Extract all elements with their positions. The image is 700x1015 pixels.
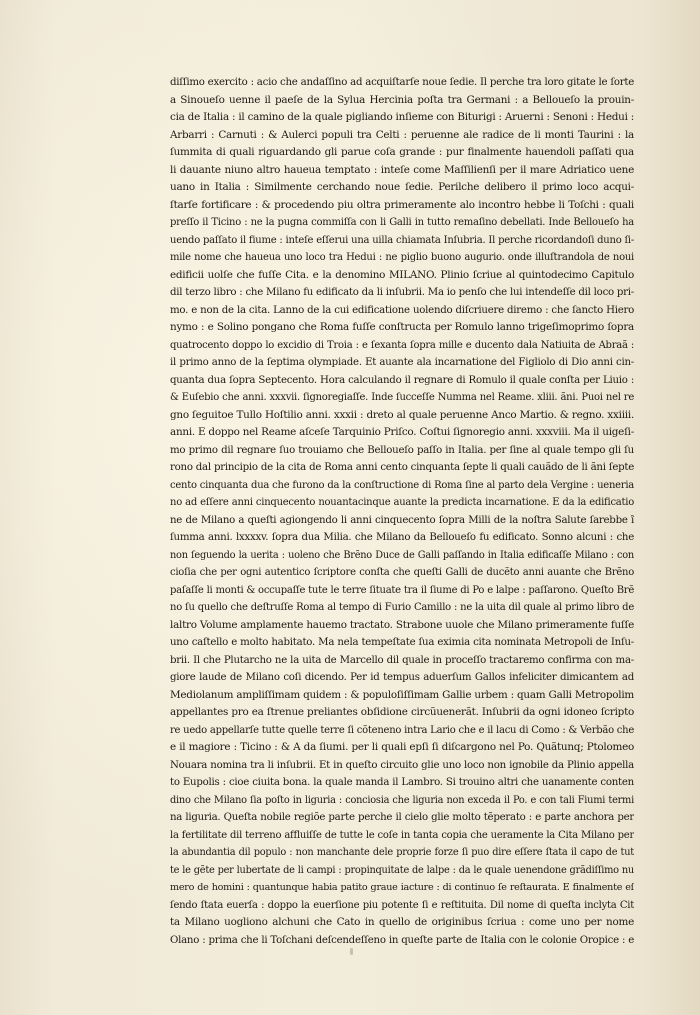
text-line: quatrocento doppo lo excidio di Troia : e ſexanta ſopra mille e ducento dala Natiuita de Abraã : — [170, 339, 634, 351]
text-line: brii. Il che Plutarcho ne la uita de Marcello dil quale in proceſſo tractaremo confirma con ma- — [170, 654, 634, 666]
text-line: quanta dua ſopra Septecento. Hora calculando il regnare di Romulo il quale conſta per Liuio : — [170, 374, 634, 386]
text-line: a Sinoueſo uenne il paeſe de la Sylua Hercinia poſta tra Germani : a Belloueſo la prouin- — [170, 93, 634, 106]
text-line: anni. E doppo nel Reame aſceſe Tarquinio Priſco. Coſtui ſignoregio anni. xxxviii. Ma il uigeſi- — [170, 426, 634, 438]
text-line: appellantes pro ea ſtrenue preliantes obſidione circũuenerãt. Inſubrii da ogni idoneo ſcripto — [170, 706, 634, 718]
text-line: ſtarſe fortificare : & procedendo piu oltra primeramente alo incontro hebbe li Toſchi : quali — [170, 198, 634, 211]
text-line: Olano : prima che li Toſchani deſcendeſſeno in queſte parte de Italia con le colonie Oropice : e — [170, 934, 634, 946]
text-line: li dauante niuno altro haueua temptato : inteſe come Maſſilienſi per il mare Adriatico uene — [170, 163, 634, 176]
text-line: no ſu quello che deſtruſſe Roma al tempo di Furio Camillo : ne la uita dil quale al primo libro de — [170, 602, 634, 613]
text-line: ta Milano uogliono alchuni che Cato in quello de originibus ſcriua : come uno per nome — [170, 916, 634, 928]
text-line: gno ſeguitoe Tullo Hoſtilio anni. xxxii : dreto al quale peruenne Anco Martio. & regno. xxiiii. — [170, 408, 634, 421]
text-line: mero de homini : quantunque habia patito graue iacture : di continuo ſe reſtaurata. E finalmente eſ — [170, 882, 634, 893]
text-line: to Eupolis : cioe ciuita bona. la quale manda il Lambro. Si trouino altri che uanamente conten — [170, 777, 634, 788]
text-line: uano in Italia : Similmente cerchando noue ſedie. Perilche delibero il primo loco acqui- — [170, 181, 634, 193]
text-line: no ad eſſere anni cinquecento nouantacinque auante la predicta incarnatione. E da la edificatio — [170, 497, 634, 508]
text-line: te le gẽte per lubertate de li campi : propinquitate de lalpe : da le quale uenendone grãdiſſimo nu — [170, 864, 634, 876]
text-line: re uedo appellarſe tutte quelle terre ſi cõteneno intra Lario che e il lacu di Como : & Verbão che — [170, 724, 634, 736]
text-line: preſſo il Ticino : ne la pugna commiſſa con li Galli in tutto remaſino debellati. Inde Belloueſo ha — [170, 217, 634, 228]
text-line: e il magiore : Ticino : & A da ſiumi. per li quali epſi ſi diſcargono nel Po. Quãtunq; Ptolomeo — [170, 741, 634, 753]
text-column — [170, 74, 634, 949]
text-line: & Euſebio che anni. xxxvii. ſignoregiaſſe. Inde ſucceſſe Numma nel Reame. xliii. ãni. Puoi nel re — [170, 392, 634, 403]
text-line: paſaſſe li monti & occupaſſe tute le terre ſituate tra il ſiume di Po e lalpe : paſſarono. Queſto Brẽ — [170, 584, 634, 596]
text-line: il primo anno de la ſeptima olympiade. Et auante ala incarnatione del Figliolo di Dio anni cin- — [170, 357, 634, 368]
text-line: Mediolanum ampliſſimam quidem : & populoſiſſimam Gallie urbem : quam Galli Metropolim — [170, 688, 634, 701]
text-line: uendo paſſato il fiume : inteſe eſſerui una uilla chiamata Inſubria. Il perche ricordandoſi duno ſi- — [170, 234, 634, 246]
text-line: uno caſtello e molto habitato. Ma nela tempeſtate ſua eximia cita nominata Metropoli de Inſu- — [170, 637, 634, 648]
text-line: ſummita di quali riguardando gli parue coſa grande : pur finalmente hauendoli paſſati qua — [170, 146, 634, 158]
text-line: ſendo ſtata euerſa : doppo la euerſione piu potente ſi e reſtituita. Dil nome di queſta inclyta Cit — [170, 899, 634, 911]
text-line: Nouara nomina tra li inſubrii. Et in queſto circuito glie uno loco non ignobile da Plinio appella — [170, 759, 634, 771]
text-line: nymo : e Solino pongano che Roma fuſſe conſtructa per Romulo lanno trigeſimoprimo ſopra — [170, 321, 634, 333]
text-line: la abundantia dil populo : non manchante dele proprie forze ſi puo dire eſſere ſtata il capo de tut — [170, 847, 634, 858]
text-line: ſumma anni. lxxxxv. ſopra dua Milia. che Milano da Belloueſo fu edificato. Sonno alcuni : che — [170, 532, 634, 543]
text-line: cioſia che per ogni autentico ſcriptore conſta che queſti Galli de ducẽto anni auante che Brẽno — [170, 567, 634, 578]
text-line: laltro Volume amplamente hauemo tractato. Strabone uuole che Milano primeramente fuſſe — [170, 618, 634, 631]
text-line: dino che Milano ſia poſto in liguria : conciosia che liguria non exceda il Po. e con tali Fiumi termi — [170, 794, 634, 806]
text-line: rono dal principio de la cita de Roma anni cento cinquanta ſepte li quali cauãdo de li ãni ſepte — [170, 462, 634, 473]
text-line: dil terzo libro : che Milano fu edificato da li inſubrii. Ma io penſo che lui intendeſſe dil loco pri- — [170, 287, 634, 298]
text-line: mile nome che haueua uno loco tra Hedui : ne piglio buono augurio. onde illuſtrandola de noui — [170, 252, 634, 263]
text-line: na liguria. Queſta nobile regiõe parte perche il cielo glie molto tẽperato : e parte anchora per — [170, 812, 634, 823]
text-line: cento cinquanta dua che furono da la conſtructione di Roma ſine al parto dela Vergine : ueneria — [170, 479, 634, 491]
text-line: diſſimo exercito : acio che andaſſino ad acquiſtarſe noue ſedie. Il perche tra loro gitate le ſorte — [170, 77, 634, 88]
paper-mark — [350, 948, 353, 955]
text-line: cia de Italia : il camino de la quale pigliando inſieme con Biturigi : Aruerni : Senoni : Hedui : — [170, 111, 634, 123]
text-line: giore laude de Milano coſi dicendo. Per id tempus aduerſum Gallos infeliciter dimicantem ad — [170, 672, 634, 683]
text-line: mo. e non de la cita. Lanno de la cui edificatione uolendo diſcriuere diremo : che ſancto Hiero — [170, 304, 634, 316]
text-line: mo primo dil regnare ſuo trouiamo che Belloueſo paſſo in Italia. per ſine al quale tempo gli ſu — [170, 444, 634, 456]
text-line: ne de Milano a queſti agiongendo li anni cinquecento ſopra Milli de la noſtra Salute ſarebbe ĩ — [170, 514, 634, 526]
text-line: edificii uolſe che fuſſe Cita. e la denomino MILANO. Plinio ſcriue al quintodecimo Capitulo — [170, 268, 634, 281]
text-line: non ſeguendo la uerita : uoleno che Brẽno Duce de Galli paſſando in Italia edificaſſe Milano : con — [170, 549, 634, 561]
text-line: Arbarri : Carnuti : & Aulerci populi tra Celti : peruenne ale radice de li monti Taurini : la — [170, 128, 634, 141]
text-line: la fertilitate dil terreno affluiſſe de tutte le coſe in tanta copia che ueramente la Cita Milano per — [170, 829, 634, 841]
